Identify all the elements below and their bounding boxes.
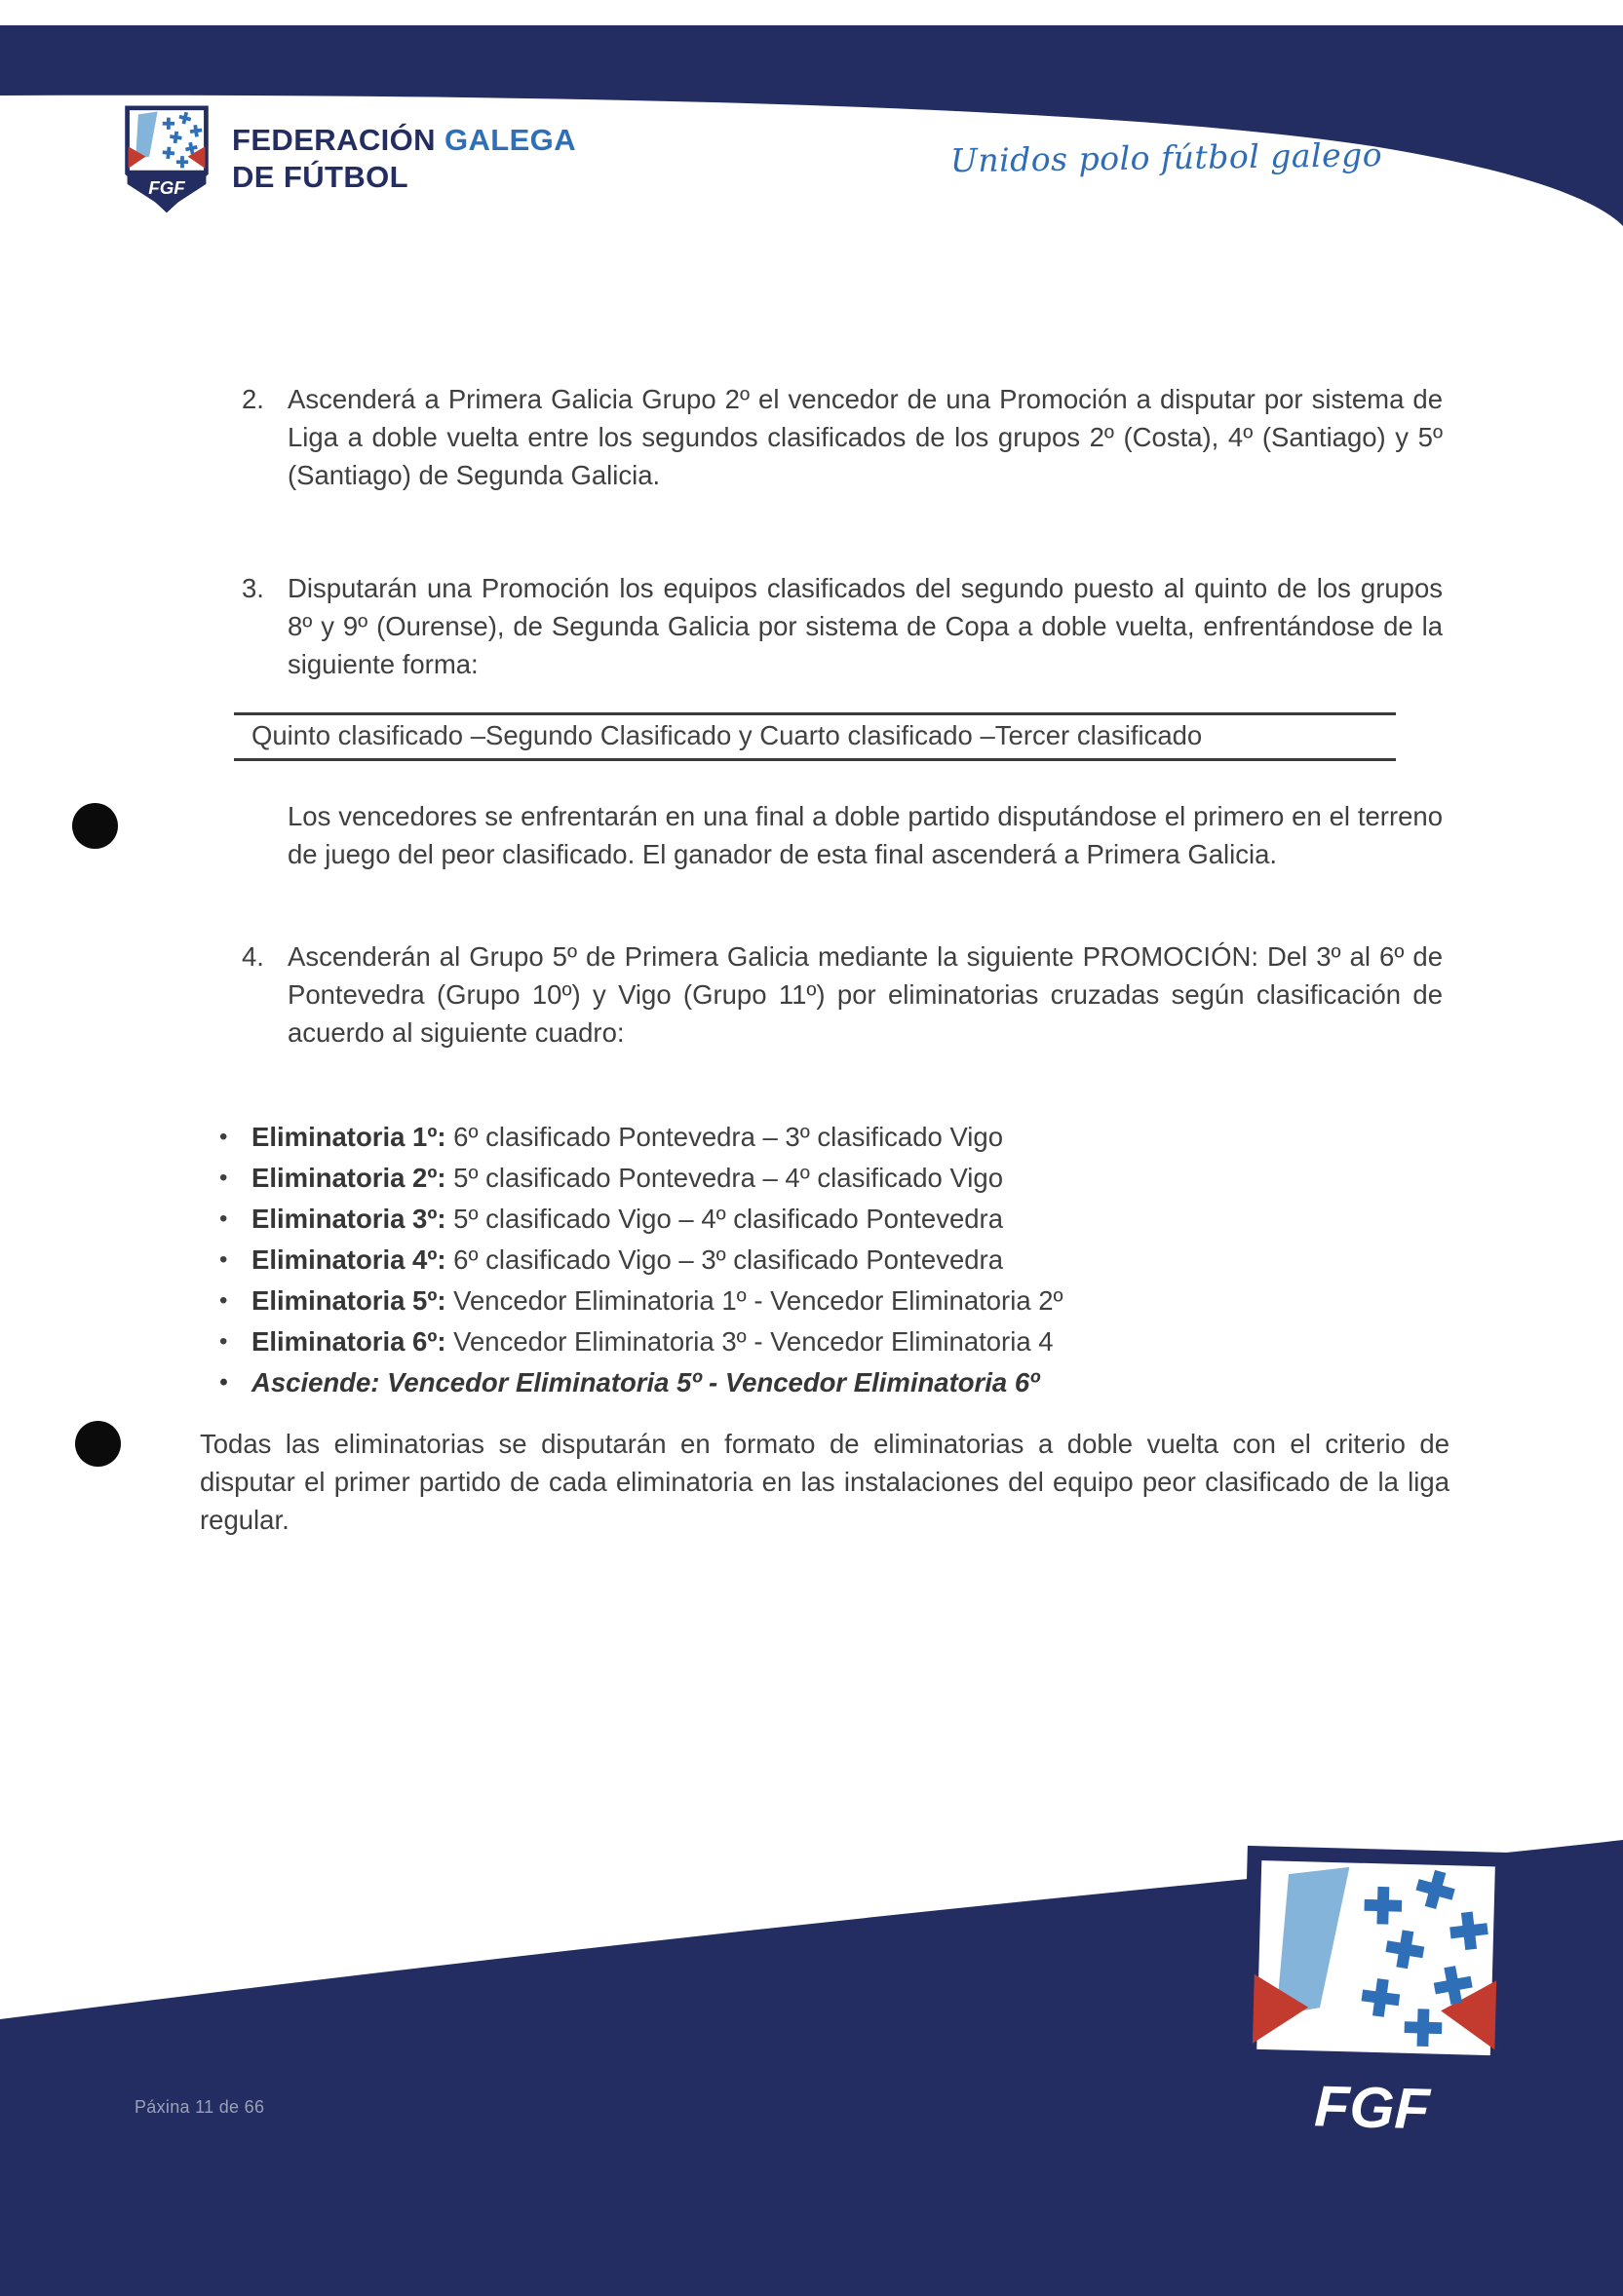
item-number: 4.	[242, 941, 264, 972]
bullet-icon: •	[219, 1328, 228, 1355]
eliminatoria-label: Eliminatoria 6º:	[251, 1326, 446, 1357]
item-number: 3.	[242, 573, 264, 603]
eliminatoria-label: Eliminatoria 5º:	[251, 1285, 446, 1316]
hole-punch-mark	[75, 1421, 121, 1467]
hole-punch-mark	[72, 803, 118, 849]
item-text: Disputarán una Promoción los equipos clasificados del segundo puesto al quinto de los grupos 8º y 9º (Ourense), de Segunda Galicia por sistema de Copa a doble vuelta, enfrentándose de la siguiente forma:	[288, 573, 1443, 679]
bullet-icon: •	[219, 1205, 228, 1232]
pairings-ruled-line: Quinto clasificado –Segundo Clasificado y Cuarto clasificado –Tercer clasificado	[234, 712, 1396, 761]
bullet-icon: •	[219, 1287, 228, 1314]
bullet-icon: •	[219, 1124, 228, 1150]
fgf-shield-logo	[121, 103, 213, 213]
list-item-3	[200, 569, 1443, 683]
eliminatoria-text: 6º clasificado Vigo – 3º clasificado Pontevedra	[445, 1244, 1003, 1275]
eliminatoria-label: Eliminatoria 1º:	[251, 1122, 446, 1152]
eliminatoria-item	[219, 1281, 1446, 1321]
eliminatoria-label: Eliminatoria 3º:	[251, 1204, 446, 1234]
eliminatoria-label: Eliminatoria 2º:	[251, 1163, 446, 1193]
fgf-shield-logo-large	[1225, 1838, 1523, 2192]
eliminatoria-text: 6º clasificado Pontevedra – 3º clasificado Vigo	[445, 1122, 1003, 1152]
eliminatoria-item	[219, 1240, 1446, 1281]
bullet-icon: •	[219, 1165, 228, 1191]
item-text: Ascenderá a Primera Galicia Grupo 2º el vencedor de una Promoción a disputar por sistema de Liga a doble vuelta entre los segundos clasificados de los grupos 2º (Costa), 4º (Santiago) y 5º (Santiago) de Segunda Galicia.	[288, 384, 1443, 490]
winners-paragraph: Los vencedores se enfrentarán en una final a doble partido disputándose el primero en el terreno de juego del peor clasificado. El ganador de esta final ascenderá a Primera Galicia.	[288, 801, 1443, 869]
page-number: Páxina 11 de 66	[135, 2097, 265, 2117]
eliminatoria-item	[219, 1362, 1446, 1403]
eliminatoria-item	[219, 1158, 1446, 1199]
eliminatoria-text: 5º clasificado Vigo – 4º clasificado Pontevedra	[445, 1204, 1003, 1234]
closing-paragraph: Todas las eliminatorias se disputarán en formato de eliminatorias a doble vuelta con el criterio de disputar el primer partido de cada eliminatoria en las instalaciones del equipo peor clasificado de la liga regular.	[200, 1429, 1449, 1535]
org-name-line2: DE FÚTBOL	[232, 159, 408, 194]
org-name	[232, 122, 576, 196]
eliminatoria-item	[219, 1117, 1446, 1158]
eliminatoria-text: 5º clasificado Pontevedra – 4º clasificado Vigo	[445, 1163, 1003, 1193]
org-name-part2: GALEGA	[435, 122, 576, 157]
eliminatoria-label: Eliminatoria 4º:	[251, 1244, 446, 1275]
header-brand	[121, 103, 576, 213]
eliminatoria-label: Asciende:	[251, 1367, 380, 1397]
eliminatoria-text: Vencedor Eliminatoria 3º - Vencedor Eliminatoria 4	[445, 1326, 1054, 1357]
slogan-handwriting: Unidos polo fútbol galego	[949, 135, 1383, 180]
bullet-icon: •	[219, 1369, 228, 1396]
list-item-4	[200, 938, 1443, 1052]
item-text: Ascenderán al Grupo 5º de Primera Galicia mediante la siguiente PROMOCIÓN: Del 3º al 6º de Pontevedra (Grupo 10º) y Vigo (Grupo 11º) por eliminatorias cruzadas según clasificación de acuerdo al siguiente cuadro:	[288, 941, 1443, 1048]
eliminatorias-list	[219, 1117, 1446, 1403]
eliminatoria-item	[219, 1321, 1446, 1362]
eliminatoria-text: Vencedor Eliminatoria 1º - Vencedor Eliminatoria 2º	[445, 1285, 1063, 1316]
eliminatoria-text: Vencedor Eliminatoria 5º - Vencedor Eliminatoria 6º	[379, 1367, 1040, 1397]
eliminatoria-item	[219, 1199, 1446, 1240]
list-item-2	[200, 380, 1443, 494]
bullet-icon: •	[219, 1246, 228, 1273]
item-number: 2.	[242, 384, 264, 414]
org-name-part1: FEDERACIÓN	[232, 122, 436, 157]
